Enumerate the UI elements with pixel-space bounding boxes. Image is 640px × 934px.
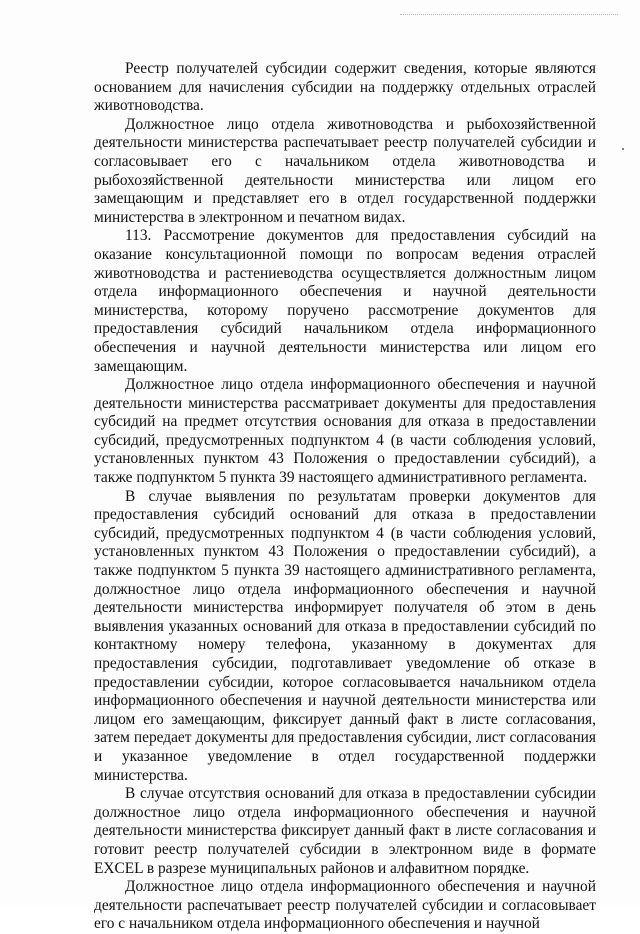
paragraph-livestock-official: Должностное лицо отдела животноводства и рыбохозяйственной деятельности министерства распечатывает реестр получателей субсидии и согласовывает его с начальником отдела животноводства и рыбохозяйственной деятельности министерства или лицом его замещающим и представляет его в отдел государственной поддержки министерства в электронном и печатном видах. bbox=[94, 115, 596, 226]
paragraph-no-refusal-case: В случае отсутствия оснований для отказа в предоставлении субсидии должностное лицо отдела информационного обеспечения и научной деятельности министерства фиксирует данный факт в листе согласования и готовит реестр получателей субсидии в электронном виде в формате EXCEL в разрезе муниципальных районов и алфавитном порядке. bbox=[94, 785, 596, 877]
page-edge-line bbox=[400, 14, 618, 15]
paragraph-print-registry: Должностное лицо отдела информационного обеспечения и научной деятельности распечатывает реестр получателей субсидии и согласовывает его с начальником отдела информационного обеспечения и научной bbox=[94, 878, 596, 933]
paragraph-review-documents: Должностное лицо отдела информационного обеспечения и научной деятельности министерства рассматривает документы для предоставления субсидий на предмет отсутствия основания для отказа в предоставлении субсидий, предусмотренных подпунктом 4 (в части соблюдения условий, установленных пунктом 43 Положения о предоставлении субсидий), а также подпунктом 5 пункта 39 настоящего административного регламента. bbox=[94, 376, 596, 487]
paragraph-refusal-case: В случае выявления по результатам проверки документов для предоставления субсидий оснований для отказа в предоставлении субсидий, предусмотренных подпунктом 4 (в части соблюдения условий, установленных пунктом 43 Положения о предоставлении субсидий), а также подпунктом 5 пункта 39 настоящего административного регламента, должностное лицо отдела информационного обеспечения и научной деятельности министерства информирует получателя об этом в день выявления указанных оснований для отказа в предоставлении субсидий по контактному номеру телефона, указанному в документах для предоставления субсидии, подготавливает уведомление об отказе в предоставлении субсидии, которое согласовывается начальником отдела информационного обеспечения и научной деятельности министерства или лицом его замещающим, фиксирует данный факт в листе согласования, затем передает документы для предоставления субсидии, лист согласования и указанное уведомление в отдел государственной поддержки министерства. bbox=[94, 487, 596, 784]
scan-speck bbox=[622, 148, 624, 150]
paragraph-113: 113. Рассмотрение документов для предоставления субсидий на оказание консультационной помощи по вопросам ведения отраслей животноводства и растениеводства осуществляется должностным лицом отдела информационного обеспечения и научной деятельности министерства, которому поручено рассмотрение документов для предоставления субсидий начальником отдела информационного обеспечения и научной деятельности министерства или лицом его замещающим. bbox=[94, 227, 596, 375]
document-body bbox=[94, 60, 596, 934]
paragraph-registry-info: Реестр получателей субсидии содержит сведения, которые являются основанием для начисления субсидии на поддержку отдельных отраслей животноводства. bbox=[94, 60, 596, 115]
